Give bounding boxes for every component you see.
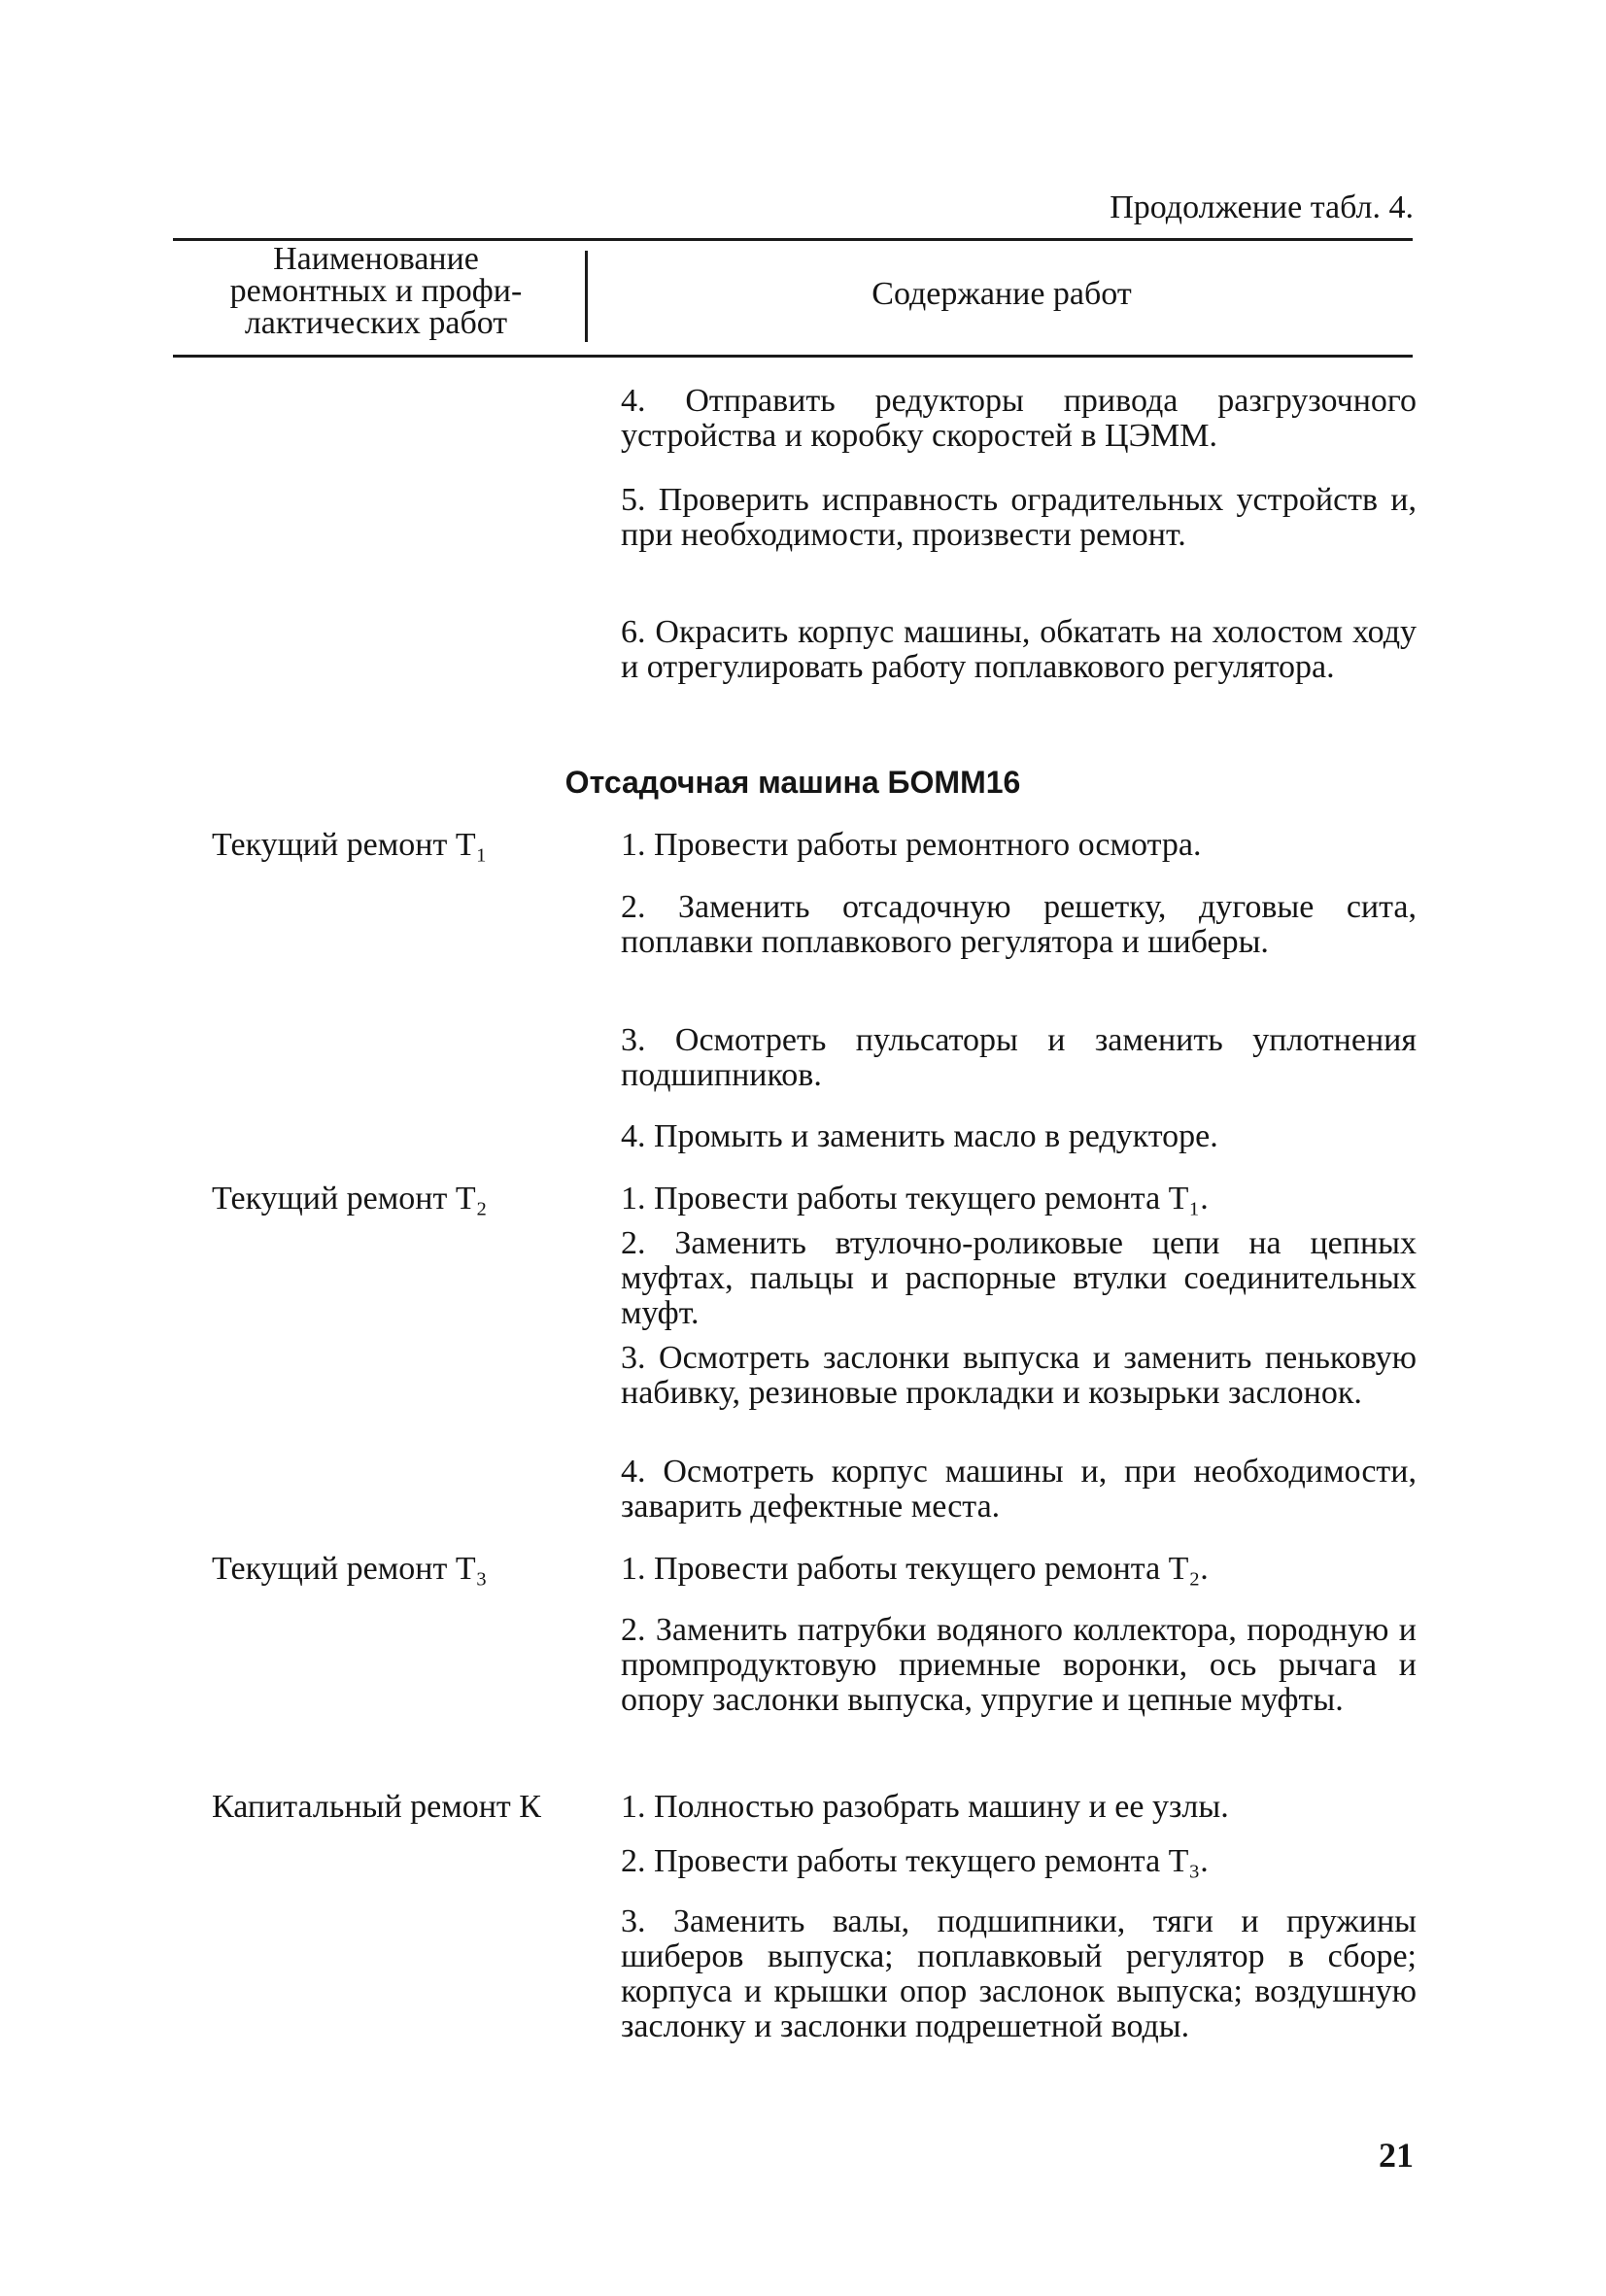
work-item: 2. Провести работы текущего ремонта Т₃. bbox=[621, 1843, 1209, 1879]
table-header-name-column bbox=[173, 243, 579, 339]
repair-type-label: Текущий ремонт Т₃ bbox=[212, 1551, 488, 1587]
work-item: 3. Осмотреть пульсаторы и заменить уплотнения подшипников. bbox=[621, 1022, 1417, 1093]
repair-type-label: Текущий ремонт Т₁ bbox=[212, 827, 488, 863]
work-item: 1. Провести работы текущего ремонта Т₂. bbox=[621, 1551, 1209, 1587]
work-item: 2. Заменить втулочно-роликовые цепи на цепных муфтах, пальцы и распорные втулки соединительных муфт. bbox=[621, 1225, 1417, 1331]
work-item: 5. Проверить исправность оградительных устройств и, при необходимости, произвести ремонт. bbox=[621, 482, 1417, 553]
section-title: Отсадочная машина БОММ16 bbox=[564, 765, 1021, 800]
table-header-separator bbox=[585, 251, 588, 342]
work-item: 2. Заменить патрубки водяного коллектора, породную и промпродуктовую приемные воронки, ось рычага и опору заслонки выпуска, упругие и цепные муфты. bbox=[621, 1612, 1417, 1718]
work-item: 1. Полностью разобрать машину и ее узлы. bbox=[621, 1789, 1229, 1825]
work-item: 2. Заменить отсадочную решетку, дуговые сита, поплавки поплавкового регулятора и шиберы. bbox=[621, 889, 1417, 960]
work-item: 1. Провести работы текущего ремонта Т₁. bbox=[621, 1181, 1209, 1217]
work-item: 6. Окрасить корпус машины, обкатать на холостом ходу и отрегулировать работу поплавкового регулятора. bbox=[621, 614, 1417, 685]
page-number: 21 bbox=[1379, 2136, 1414, 2175]
table-continuation-caption: Продолжение табл. 4. bbox=[1110, 189, 1414, 225]
work-item: 3. Заменить валы, подшипники, тяги и пружины шиберов выпуска; поплавковый регулятор в сборе; корпуса и крышки опор заслонок выпуска; воздушную заслонку и заслонки подрешетной воды. bbox=[621, 1903, 1417, 2044]
table-header-bottom-rule bbox=[173, 355, 1413, 358]
repair-type-label: Капитальный ремонт К bbox=[212, 1789, 541, 1825]
work-item: 3. Осмотреть заслонки выпуска и заменить пеньковую набивку, резиновые прокладки и козырьки заслонок. bbox=[621, 1340, 1417, 1411]
header-line: Наименование bbox=[273, 241, 479, 277]
table-header-content-column: Содержание работ bbox=[871, 276, 1132, 312]
work-item: 4. Отправить редукторы привода разгрузочного устройства и коробку скоростей в ЦЭММ. bbox=[621, 383, 1417, 454]
header-line: ремонтных и профи- bbox=[229, 273, 523, 309]
work-item: 1. Провести работы ремонтного осмотра. bbox=[621, 827, 1202, 863]
header-line: лактических работ bbox=[244, 305, 508, 341]
work-item: 4. Промыть и заменить масло в редукторе. bbox=[621, 1118, 1218, 1154]
work-item: 4. Осмотреть корпус машины и, при необходимости, заварить дефектные места. bbox=[621, 1454, 1417, 1525]
repair-type-label: Текущий ремонт Т₂ bbox=[212, 1181, 488, 1217]
